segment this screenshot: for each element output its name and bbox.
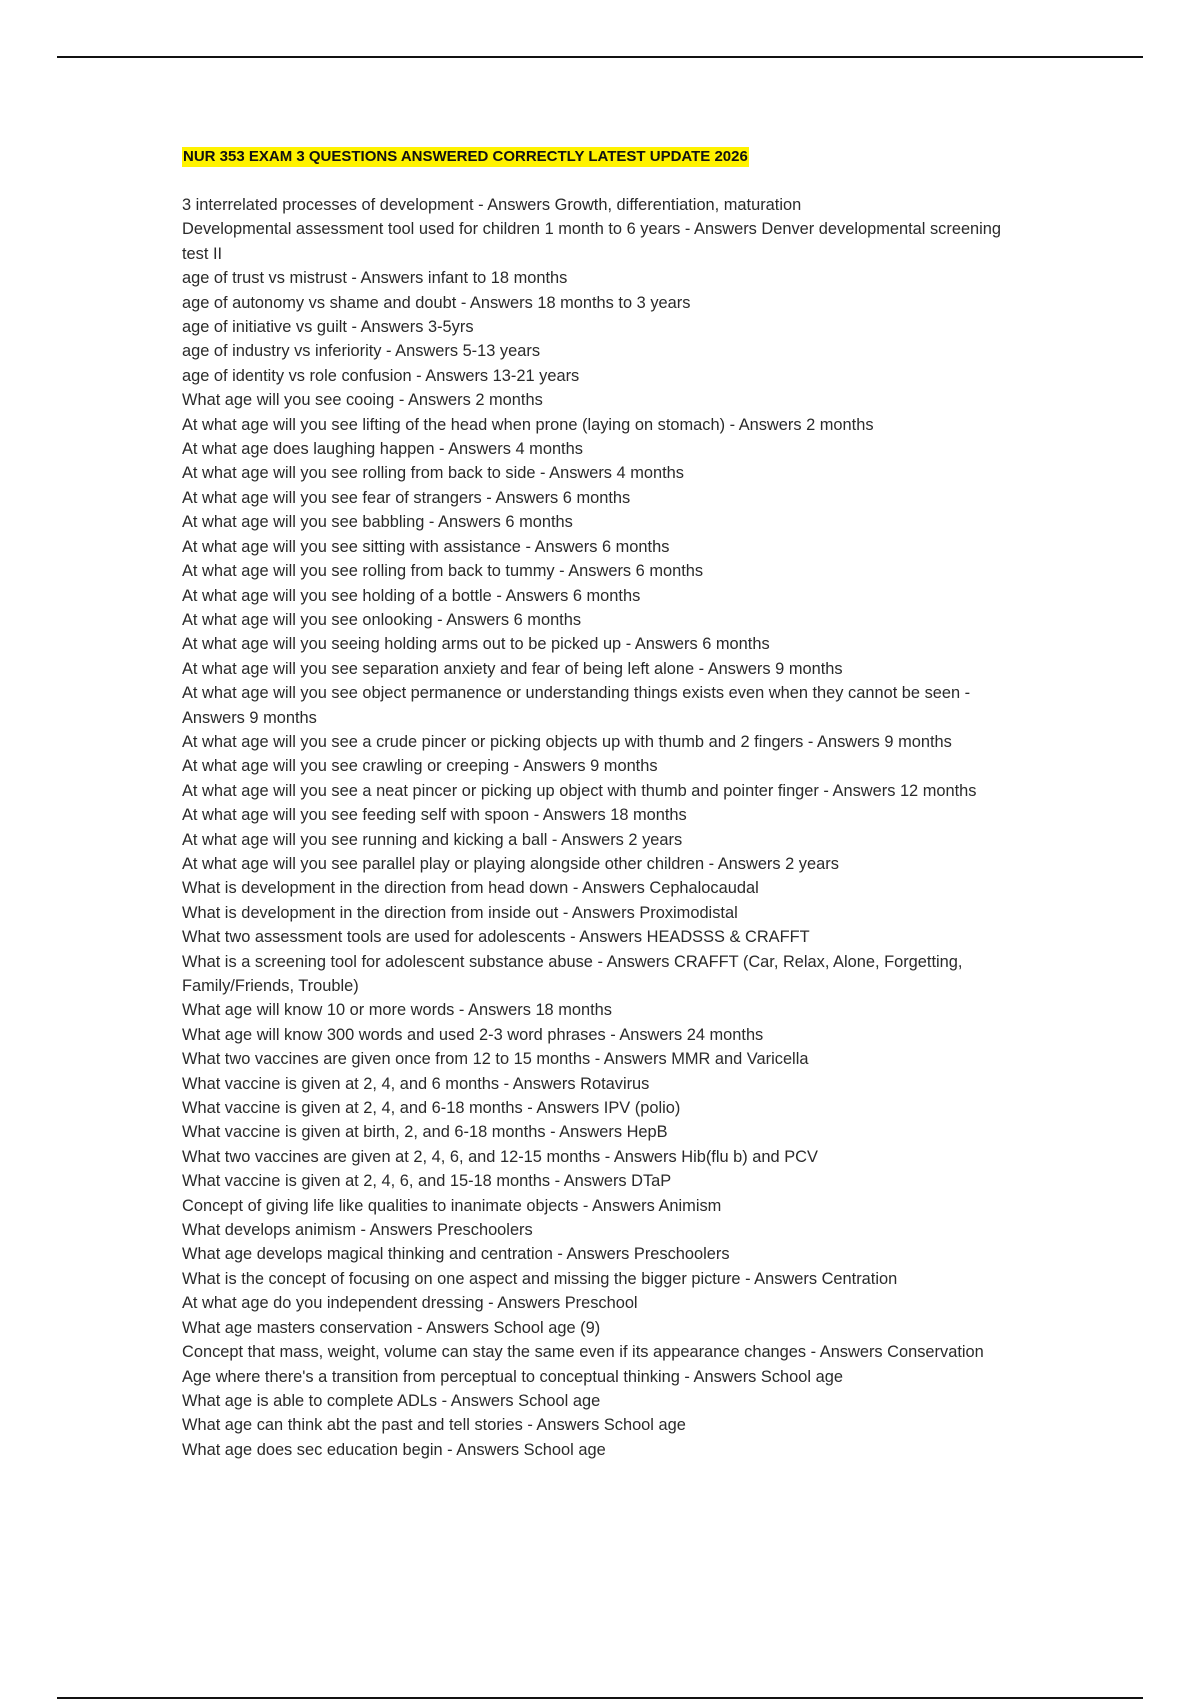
list-item: At what age will you see onlooking - Answers 6 months (182, 610, 582, 629)
list-item: Concept that mass, weight, volume can stay the same even if its appearance changes - Answers Conservation (182, 1343, 984, 1362)
list-item: Age where there's a transition from perceptual to conceptual thinking - Answers School age (182, 1367, 843, 1386)
list-item: What is a screening tool for adolescent substance abuse - Answers CRAFFT (Car, Relax, Alone, Forgetting, Family/Friends, Trouble) (182, 952, 963, 995)
list-item: At what age will you seeing holding arms out to be picked up - Answers 6 months (182, 635, 770, 654)
list-item: What age will you see cooing - Answers 2 months (182, 391, 543, 410)
list-item: What is development in the direction from inside out - Answers Proximodistal (182, 903, 738, 922)
list-item: age of autonomy vs shame and doubt - Answers 18 months to 3 years (182, 293, 691, 312)
list-item: At what age will you see sitting with assistance - Answers 6 months (182, 537, 670, 556)
list-item: At what age will you see parallel play or playing alongside other children - Answers 2 years (182, 854, 839, 873)
list-item: At what age will you see crawling or creeping - Answers 9 months (182, 757, 658, 776)
list-item: 3 interrelated processes of development - Answers Growth, differentiation, maturation (182, 196, 802, 214)
list-item: age of initiative vs guilt - Answers 3-5yrs (182, 318, 474, 337)
list-item: What age will know 300 words and used 2-3 word phrases - Answers 24 months (182, 1025, 764, 1044)
list-item: What age does sec education begin - Answers School age (182, 1440, 606, 1459)
list-item: What age will know 10 or more words - Answers 18 months (182, 1001, 612, 1020)
list-item: At what age will you see rolling from back to side - Answers 4 months (182, 464, 684, 483)
list-item: Developmental assessment tool used for children 1 month to 6 years - Answers Denver developmental screening test II (182, 220, 1002, 263)
list-item: At what age will you see separation anxiety and fear of being left alone - Answers 9 months (182, 659, 843, 678)
list-item: What is development in the direction from head down - Answers Cephalocaudal (182, 879, 759, 898)
list-item: At what age will you see holding of a bottle - Answers 6 months (182, 586, 641, 605)
list-item: What two vaccines are given at 2, 4, 6, and 12-15 months - Answers Hib(flu b) and PCV (182, 1147, 818, 1166)
list-item: At what age will you see fear of strangers - Answers 6 months (182, 488, 631, 507)
list-item: Concept of giving life like qualities to inanimate objects - Answers Animism (182, 1196, 722, 1215)
list-item: What age develops magical thinking and centration - Answers Preschoolers (182, 1245, 730, 1264)
list-item: At what age will you see lifting of the head when prone (laying on stomach) - Answers 2 months (182, 415, 874, 434)
list-item: At what age will you see rolling from back to tummy - Answers 6 months (182, 562, 704, 581)
list-item: age of identity vs role confusion - Answers 13-21 years (182, 366, 580, 385)
list-item: At what age will you see a crude pincer or picking objects up with thumb and 2 fingers - Answers 9 months (182, 732, 952, 751)
list-item: At what age will you see running and kicking a ball - Answers 2 years (182, 830, 683, 849)
qa-list (182, 193, 1032, 1462)
document-body (182, 147, 1032, 1462)
list-item: What develops animism - Answers Preschoolers (182, 1221, 533, 1240)
list-item: At what age does laughing happen - Answers 4 months (182, 440, 583, 459)
list-item: What is the concept of focusing on one aspect and missing the bigger picture - Answers Centration (182, 1269, 898, 1288)
list-item: What vaccine is given at 2, 4, 6, and 15-18 months - Answers DTaP (182, 1172, 672, 1191)
list-item: What vaccine is given at 2, 4, and 6-18 months - Answers IPV (polio) (182, 1099, 681, 1118)
list-item: age of industry vs inferiority - Answers 5-13 years (182, 342, 541, 361)
list-item: At what age will you see feeding self with spoon - Answers 18 months (182, 806, 687, 825)
list-item: What vaccine is given at 2, 4, and 6 months - Answers Rotavirus (182, 1074, 650, 1093)
list-item: age of trust vs mistrust - Answers infant to 18 months (182, 269, 568, 288)
list-item: What age masters conservation - Answers School age (9) (182, 1318, 601, 1337)
list-item: What two assessment tools are used for adolescents - Answers HEADSSS & CRAFFT (182, 928, 810, 947)
list-item: At what age do you independent dressing - Answers Preschool (182, 1294, 638, 1313)
list-item: What two vaccines are given once from 12 to 15 months - Answers MMR and Varicella (182, 1050, 809, 1069)
top-rule (57, 56, 1143, 58)
bottom-rule (57, 1697, 1143, 1699)
list-item: What vaccine is given at birth, 2, and 6-18 months - Answers HepB (182, 1123, 668, 1142)
list-item: At what age will you see babbling - Answers 6 months (182, 513, 573, 532)
list-item: What age can think abt the past and tell stories - Answers School age (182, 1416, 686, 1435)
document-title: NUR 353 EXAM 3 QUESTIONS ANSWERED CORRECTLY LATEST UPDATE 2026 (183, 148, 748, 165)
list-item: At what age will you see a neat pincer or picking up object with thumb and pointer finger - Answers 12 months (182, 781, 977, 800)
list-item: At what age will you see object permanence or understanding things exists even when they cannot be seen - Answers 9 months (182, 684, 971, 727)
list-item: What age is able to complete ADLs - Answers School age (182, 1391, 601, 1410)
